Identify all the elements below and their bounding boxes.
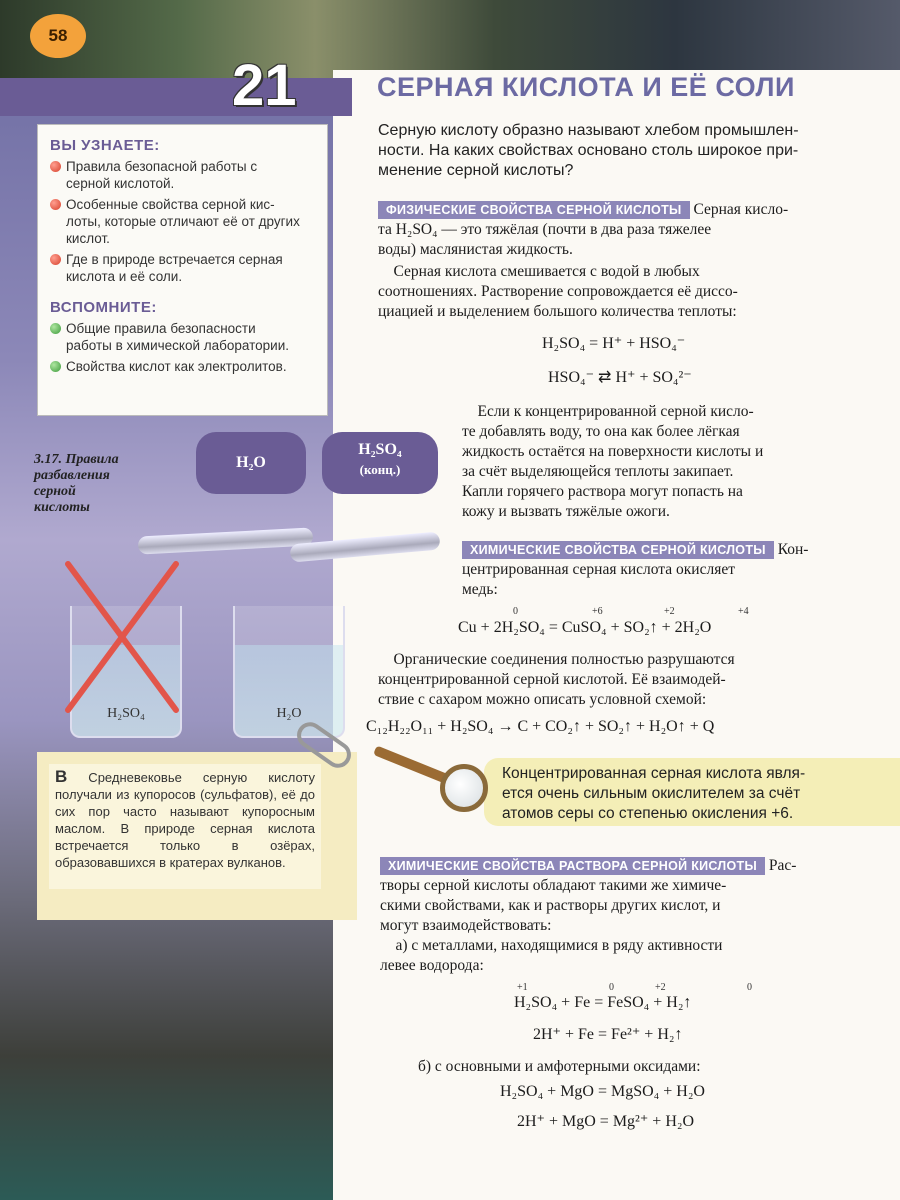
- paragraph: Если к концентрированной серной кисло- те добавлять воду, то она как более лёгкая жидкость остаётся на поверхности кислоты и за счёт выделяющейся теплоты закипает. Капли горячего раствора могут попасть на кожу и вызвать тяжёлые ожоги.: [462, 403, 764, 520]
- remember-item: Свойства кислот как электролитов.: [50, 358, 317, 375]
- learn-item: Где в природе встречается серная кислота и её соли.: [50, 251, 317, 285]
- bullet-icon: [50, 254, 61, 265]
- bullet-icon: [50, 323, 61, 334]
- top-photo-strip: [0, 0, 900, 78]
- note-text: Концентрированная серная кислота явля- ется очень сильным окислителем за счёт атомов серы со степенью окисления +6.: [502, 765, 806, 822]
- history-box: [37, 752, 357, 920]
- beaker-label: H₂O: [276, 706, 302, 721]
- section-heading: ФИЗИЧЕСКИЕ СВОЙСТВА СЕРНОЙ КИСЛОТЫ: [378, 201, 690, 219]
- bullet-icon: [50, 361, 61, 372]
- oxidation-state: 0: [747, 982, 752, 993]
- beaker-water: [233, 606, 345, 738]
- equation: H₂SO₄ + Fe = FeSO₄ + H₂↑: [514, 994, 692, 1011]
- magnifier-icon: [440, 764, 488, 812]
- equation: H₂SO₄ = H⁺ + HSO₄⁻: [542, 335, 686, 352]
- equation: H₂SO₄ + MgO = MgSO₄ + H₂O: [500, 1083, 705, 1100]
- history-text: В Средневековье серную кислоту получали из купоросов (сульфатов), её до сих пор часто называют купоросным маслом. В природе серная кислота встречается только в озёрах, образовавшихся в кратерах вулканов.: [49, 764, 321, 889]
- oxidation-state: +4: [738, 606, 749, 617]
- oxidation-state: +6: [592, 606, 603, 617]
- paragraph: б) с основными и амфотерными оксидами:: [418, 1058, 701, 1075]
- section-physical: ФИЗИЧЕСКИЕ СВОЙСТВА СЕРНОЙ КИСЛОТЫ Серная кисло- та H₂SO₄ — это тяжёлая (почти в два раза тяжелее воды) маслянистая жидкость.: [378, 201, 789, 258]
- page-number: 58: [30, 14, 86, 58]
- paragraph: Серная кислота смешивается с водой в любых соотношениях. Растворение сопровождается её диссо- циацией и выделением большого количества теплоты:: [378, 263, 738, 320]
- equation: 2H⁺ + MgO = Mg²⁺ + H₂O: [517, 1113, 695, 1130]
- bullet-icon: [50, 161, 61, 172]
- beaker-label: H₂SO₄: [107, 706, 145, 721]
- learn-box: [37, 124, 328, 416]
- speech-bubble-water: H₂O: [196, 432, 306, 494]
- remember-item: Общие правила безопасности работы в химической лаборатории.: [50, 320, 317, 354]
- chapter-band: [0, 78, 352, 116]
- bullet-icon: [50, 199, 61, 210]
- page-title: СЕРНАЯ КИСЛОТА И ЕЁ СОЛИ: [377, 72, 795, 102]
- oxidation-state: +2: [655, 982, 666, 993]
- section-heading: ХИМИЧЕСКИЕ СВОЙСТВА РАСТВОРА СЕРНОЙ КИСЛОТЫ: [380, 857, 765, 875]
- section-chemical: ХИМИЧЕСКИЕ СВОЙСТВА СЕРНОЙ КИСЛОТЫ Кон- центрированная серная кислота окисляет медь:: [462, 541, 809, 598]
- remember-heading: ВСПОМНИТЕ:: [50, 299, 157, 316]
- section-solution: ХИМИЧЕСКИЕ СВОЙСТВА РАСТВОРА СЕРНОЙ КИСЛОТЫ Рас- творы серной кислоты обладают такими же химиче- скими свойствами, как и растворы других кислот, и могут взаимодействовать: а) с металлами, находящимися в ряду активности левее водорода:: [380, 857, 797, 974]
- paragraph: Органические соединения полностью разрушаются концентрированной серной кислотой. Её взаимодей- ствие с сахаром можно описать условной схемой:: [378, 651, 735, 708]
- oxidation-state: +1: [517, 982, 528, 993]
- learn-item: Особенные свойства серной кис- лоты, которые отличают её от других кислот.: [50, 196, 317, 247]
- oxidation-state: 0: [609, 982, 614, 993]
- figure-caption: 3.17. Правила разбавления серной кислоты: [34, 452, 119, 515]
- equation: HSO₄⁻ ⇄ H⁺ + SO₄²⁻: [548, 369, 692, 386]
- speech-bubble-acid: H₂SO₄ (конц.): [322, 432, 438, 494]
- section-heading: ХИМИЧЕСКИЕ СВОЙСТВА СЕРНОЙ КИСЛОТЫ: [462, 541, 774, 559]
- oxidation-state: 0: [513, 606, 518, 617]
- equation: C₁₂H₂₂O₁₁ + H₂SO₄ → C + CO₂↑ + SO₂↑ + H₂O↑ + Q: [366, 718, 715, 735]
- learn-item: Правила безопасной работы с серной кислотой.: [50, 158, 317, 192]
- learn-heading: ВЫ УЗНАЕТЕ:: [50, 137, 160, 154]
- cross-mark-icon: [62, 560, 182, 720]
- oxidation-state: +2: [664, 606, 675, 617]
- chapter-number: 21: [232, 53, 297, 118]
- intro-text: Серную кислоту образно называют хлебом промышлен- ности. На каких свойствах основано столь широкое при- менение серной кислоты?: [378, 122, 799, 179]
- equation: Cu + 2H₂SO₄ = CuSO₄ + SO₂↑ + 2H₂O: [458, 619, 712, 636]
- equation: 2H⁺ + Fe = Fe²⁺ + H₂↑: [533, 1026, 683, 1043]
